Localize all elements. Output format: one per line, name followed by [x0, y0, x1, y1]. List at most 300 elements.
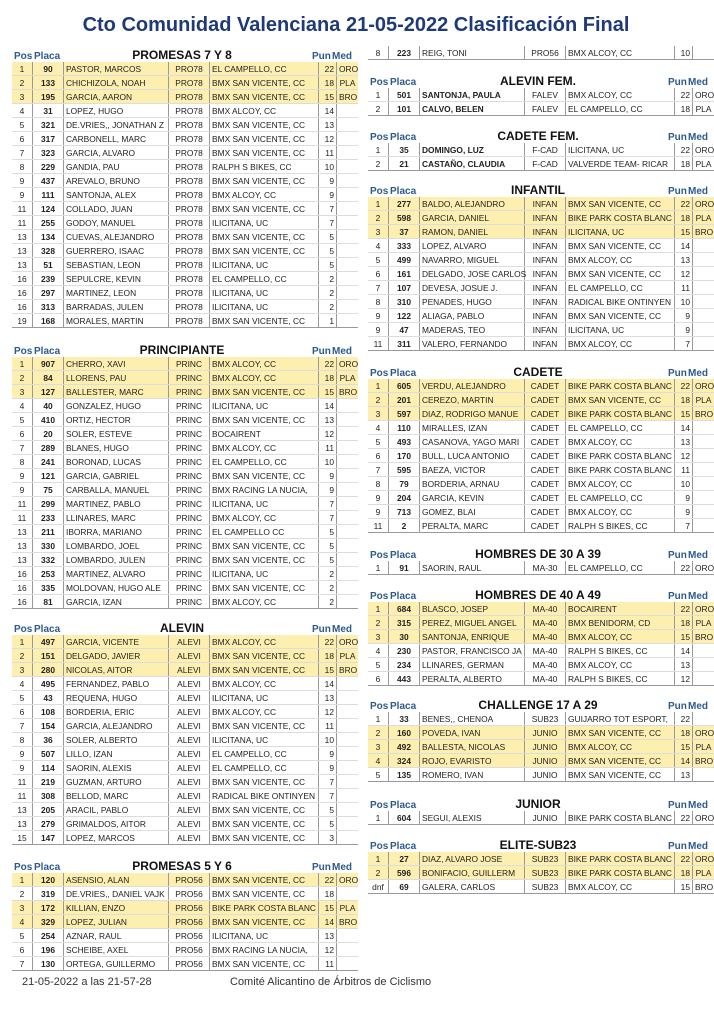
- club-cell: BMX ALCOY, CC: [566, 658, 675, 672]
- club-cell: BMX ALCOY, CC: [566, 88, 675, 102]
- table-row: [12, 174, 358, 188]
- rider-name-cell: POVEDA, IVAN: [420, 726, 525, 740]
- medal-cell: [337, 104, 359, 118]
- club-cell: ILICITANA, UC: [210, 258, 319, 272]
- pos-header: Pos: [14, 346, 33, 357]
- medal-cell: [693, 477, 714, 491]
- club-cell: BMX ALCOY, CC: [566, 505, 675, 519]
- club-cell: BMX SAN VICENTE, CC: [566, 726, 675, 740]
- category-cell: PRO78: [169, 272, 210, 286]
- club-cell: BMX SAN VICENTE, CC: [210, 803, 319, 817]
- rider-name-cell: CALVO, BELEN: [420, 102, 525, 116]
- med-header: Med: [688, 591, 708, 602]
- position-cell: 11: [12, 511, 33, 525]
- club-cell: BMX ALCOY, CC: [566, 740, 675, 754]
- position-cell: 2: [12, 649, 33, 663]
- section-alevin: [12, 621, 359, 845]
- table-row: [12, 957, 358, 971]
- plate-cell: 36: [33, 733, 64, 747]
- pun-header: Pun: [668, 132, 687, 143]
- section-header: [368, 547, 710, 561]
- club-cell: BMX ALCOY, CC: [210, 511, 319, 525]
- category-cell: PRINC: [169, 441, 210, 455]
- plate-cell: 595: [389, 463, 420, 477]
- plate-cell: 323: [33, 146, 64, 160]
- medal-cell: BRO: [337, 663, 359, 677]
- category-cell: ALEVI: [169, 817, 210, 831]
- club-cell: BMX ALCOY, CC: [566, 880, 675, 894]
- club-cell: BMX SAN VICENTE, CC: [210, 719, 319, 733]
- medal-cell: [693, 309, 714, 323]
- points-cell: 22: [675, 712, 693, 726]
- points-cell: 14: [319, 399, 337, 413]
- category-cell: INFAN: [525, 337, 566, 351]
- points-cell: 10: [675, 295, 693, 309]
- rider-name-cell: LOMBARDO, JOEL: [64, 539, 169, 553]
- table-row: [368, 852, 714, 866]
- position-cell: 5: [12, 413, 33, 427]
- category-cell: ALEVI: [169, 789, 210, 803]
- table-row: [368, 754, 714, 768]
- club-cell: BMX SAN VICENTE, CC: [566, 393, 675, 407]
- points-cell: 22: [675, 88, 693, 102]
- table-row: [12, 803, 358, 817]
- medal-cell: PLA: [693, 102, 714, 116]
- points-cell: 9: [319, 761, 337, 775]
- points-cell: 9: [675, 323, 693, 337]
- category-cell: PRO78: [169, 258, 210, 272]
- position-cell: 16: [12, 595, 33, 609]
- position-cell: 1: [12, 635, 33, 649]
- points-cell: 15: [675, 407, 693, 421]
- club-cell: BOCAIRENT: [210, 427, 319, 441]
- plate-cell: 289: [33, 441, 64, 455]
- plate-cell: 223: [389, 46, 420, 60]
- medal-cell: [337, 272, 359, 286]
- pos-header: Pos: [370, 132, 389, 143]
- position-cell: 8: [12, 160, 33, 174]
- category-cell: CADET: [525, 491, 566, 505]
- rider-name-cell: VERDU, ALEJANDRO: [420, 379, 525, 393]
- position-cell: 7: [368, 463, 389, 477]
- position-cell: 1: [12, 357, 33, 371]
- points-cell: 9: [319, 747, 337, 761]
- medal-cell: [337, 957, 359, 971]
- rider-name-cell: VALERO, FERNANDO: [420, 337, 525, 351]
- category-cell: PRINC: [169, 595, 210, 609]
- category-cell: PRO78: [169, 160, 210, 174]
- category-cell: INFAN: [525, 239, 566, 253]
- plate-cell: 335: [33, 581, 64, 595]
- category-cell: PRO78: [169, 188, 210, 202]
- pos-header: Pos: [370, 186, 389, 197]
- position-cell: 4: [368, 421, 389, 435]
- points-cell: 7: [319, 497, 337, 511]
- results-table: [12, 62, 358, 328]
- rider-name-cell: REIG, TONI: [420, 46, 525, 60]
- rider-name-cell: GOMEZ, BLAI: [420, 505, 525, 519]
- points-cell: 7: [675, 337, 693, 351]
- rider-name-cell: NAVARRO, MIGUEL: [420, 253, 525, 267]
- medal-cell: [337, 511, 359, 525]
- table-row: [12, 188, 358, 202]
- club-cell: EL CAMPELLO, CC: [566, 421, 675, 435]
- points-cell: 18: [675, 157, 693, 171]
- rider-name-cell: LOMBARDO, JULEN: [64, 553, 169, 567]
- plate-cell: 495: [33, 677, 64, 691]
- plate-cell: 40: [33, 399, 64, 413]
- rider-name-cell: BORONAD, LUCAS: [64, 455, 169, 469]
- plate-cell: 107: [389, 281, 420, 295]
- results-table: [12, 357, 358, 609]
- category-cell: PRO78: [169, 216, 210, 230]
- points-cell: 10: [319, 160, 337, 174]
- points-cell: 9: [319, 469, 337, 483]
- plate-cell: 437: [33, 174, 64, 188]
- medal-cell: ORO: [337, 873, 359, 887]
- rider-name-cell: BULL, LUCA ANTONIO: [420, 449, 525, 463]
- table-row: [12, 831, 358, 845]
- section-header: [12, 48, 354, 62]
- section-promesas-5-6-continued: [368, 46, 710, 60]
- table-row: [12, 314, 358, 328]
- rider-name-cell: KILLIAN, ENZO: [64, 901, 169, 915]
- position-cell: 4: [368, 239, 389, 253]
- rider-name-cell: MIRALLES, IZAN: [420, 421, 525, 435]
- plate-cell: 196: [33, 943, 64, 957]
- table-row: [368, 337, 714, 351]
- plate-cell: 299: [33, 497, 64, 511]
- table-row: [12, 943, 358, 957]
- category-cell: JUNIO: [525, 768, 566, 782]
- plate-cell: 21: [389, 157, 420, 171]
- section-header: [368, 797, 710, 811]
- table-row: [12, 202, 358, 216]
- club-cell: ILICITANA, UC: [210, 929, 319, 943]
- club-cell: EL CAMPELLO, CC: [566, 561, 675, 575]
- rider-name-cell: DIAZ, ALVARO JOSE: [420, 852, 525, 866]
- plate-cell: 253: [33, 567, 64, 581]
- medal-cell: [337, 216, 359, 230]
- plate-cell: 604: [389, 811, 420, 825]
- medal-cell: [337, 132, 359, 146]
- club-cell: ILICITANA, UC: [210, 216, 319, 230]
- table-row: [12, 497, 358, 511]
- rider-name-cell: DEVESA, JOSUE J.: [420, 281, 525, 295]
- plate-cell: 195: [33, 90, 64, 104]
- pun-header: Pun: [668, 77, 687, 88]
- points-cell: 18: [675, 726, 693, 740]
- club-cell: BMX SAN VICENTE, CC: [210, 873, 319, 887]
- category-cell: FALEV: [525, 88, 566, 102]
- points-cell: 5: [319, 258, 337, 272]
- club-cell: BMX RACING LA NUCIA,: [210, 483, 319, 497]
- medal-cell: ORO: [337, 635, 359, 649]
- club-cell: ILICITANA, UC: [210, 567, 319, 581]
- section-title: PROMESAS 7 Y 8: [132, 48, 232, 62]
- club-cell: BMX ALCOY, CC: [566, 46, 675, 60]
- points-cell: 22: [319, 62, 337, 76]
- plate-cell: 410: [33, 413, 64, 427]
- club-cell: BMX ALCOY, CC: [210, 357, 319, 371]
- plate-cell: 33: [389, 712, 420, 726]
- plate-cell: 315: [389, 616, 420, 630]
- medal-cell: [337, 747, 359, 761]
- medal-cell: [693, 449, 714, 463]
- position-cell: 11: [368, 337, 389, 351]
- points-cell: 10: [675, 46, 693, 60]
- category-cell: PRO78: [169, 230, 210, 244]
- table-row: [12, 357, 358, 371]
- club-cell: BMX SAN VICENTE, CC: [566, 754, 675, 768]
- plate-cell: 147: [33, 831, 64, 845]
- points-cell: 15: [675, 880, 693, 894]
- club-cell: EL CAMPELLO, CC: [210, 62, 319, 76]
- points-cell: 22: [675, 143, 693, 157]
- category-cell: PRINC: [169, 413, 210, 427]
- rider-name-cell: BALDO, ALEJANDRO: [420, 197, 525, 211]
- club-cell: BMX SAN VICENTE, CC: [210, 775, 319, 789]
- table-row: [368, 393, 714, 407]
- position-cell: 2: [368, 616, 389, 630]
- medal-cell: [337, 427, 359, 441]
- rider-name-cell: DIAZ, RODRIGO MANUE: [420, 407, 525, 421]
- points-cell: 18: [675, 211, 693, 225]
- category-cell: MA-40: [525, 672, 566, 686]
- category-cell: MA-30: [525, 561, 566, 575]
- category-cell: PRINC: [169, 427, 210, 441]
- club-cell: BMX SAN VICENTE, CC: [566, 197, 675, 211]
- rider-name-cell: CHERRO, XAVI: [64, 357, 169, 371]
- category-cell: CADET: [525, 519, 566, 533]
- position-cell: 5: [368, 768, 389, 782]
- table-row: [368, 309, 714, 323]
- club-cell: BMX SAN VICENTE, CC: [210, 118, 319, 132]
- table-row: [12, 789, 358, 803]
- results-table: [368, 46, 714, 60]
- rider-name-cell: ORTEGA, GUILLERMO: [64, 957, 169, 971]
- category-cell: CADET: [525, 379, 566, 393]
- position-cell: 2: [368, 211, 389, 225]
- category-cell: PRINC: [169, 497, 210, 511]
- rider-name-cell: REQUENA, HUGO: [64, 691, 169, 705]
- plate-cell: 308: [33, 789, 64, 803]
- table-row: [368, 602, 714, 616]
- medal-cell: [693, 421, 714, 435]
- position-cell: 8: [12, 455, 33, 469]
- medal-cell: BRO: [337, 90, 359, 104]
- category-cell: MA-40: [525, 630, 566, 644]
- med-header: Med: [332, 346, 352, 357]
- club-cell: BMX ALCOY, CC: [210, 705, 319, 719]
- position-cell: 9: [12, 761, 33, 775]
- position-cell: 5: [368, 658, 389, 672]
- section-title: ALEVIN: [159, 621, 204, 635]
- plate-cell: 241: [33, 455, 64, 469]
- table-row: [12, 719, 358, 733]
- medal-cell: [337, 258, 359, 272]
- rider-name-cell: GARCIA, GABRIEL: [64, 469, 169, 483]
- rider-name-cell: IBORRA, MARIANO: [64, 525, 169, 539]
- med-header: Med: [688, 800, 708, 811]
- club-cell: BMX SAN VICENTE, CC: [210, 132, 319, 146]
- table-row: [12, 469, 358, 483]
- section-alevin-fem: [368, 74, 714, 116]
- medal-cell: [337, 286, 359, 300]
- rider-name-cell: GARCIA, AARON: [64, 90, 169, 104]
- position-cell: 9: [12, 483, 33, 497]
- plate-cell: 311: [389, 337, 420, 351]
- club-cell: BIKE PARK COSTA BLANC: [566, 211, 675, 225]
- points-cell: 5: [319, 803, 337, 817]
- rider-name-cell: SAORIN, RAUL: [420, 561, 525, 575]
- plate-cell: 69: [389, 880, 420, 894]
- table-row: [12, 705, 358, 719]
- category-cell: ALEVI: [169, 775, 210, 789]
- medal-cell: ORO: [693, 88, 714, 102]
- category-cell: PRINC: [169, 567, 210, 581]
- category-cell: F-CAD: [525, 157, 566, 171]
- rider-name-cell: SANTONJA, ALEX: [64, 188, 169, 202]
- section-principiante: [12, 343, 359, 609]
- position-cell: 11: [12, 789, 33, 803]
- club-cell: BMX SAN VICENTE, CC: [210, 174, 319, 188]
- table-row: [12, 385, 358, 399]
- rider-name-cell: LLINARES, GERMAN: [420, 658, 525, 672]
- club-cell: ILICITANA, UC: [566, 225, 675, 239]
- position-cell: 7: [12, 146, 33, 160]
- table-row: [12, 413, 358, 427]
- plate-cell: 492: [389, 740, 420, 754]
- club-cell: BMX ALCOY, CC: [210, 595, 319, 609]
- position-cell: 13: [12, 553, 33, 567]
- club-cell: BMX SAN VICENTE, CC: [210, 887, 319, 901]
- position-cell: 13: [12, 803, 33, 817]
- table-row: [12, 901, 358, 915]
- category-cell: ALEVI: [169, 677, 210, 691]
- med-header: Med: [688, 701, 708, 712]
- table-row: [12, 539, 358, 553]
- plate-cell: 713: [389, 505, 420, 519]
- med-header: Med: [688, 77, 708, 88]
- position-cell: 5: [12, 691, 33, 705]
- rider-name-cell: GALERA, CARLOS: [420, 880, 525, 894]
- club-cell: BMX SAN VICENTE, CC: [210, 469, 319, 483]
- medal-cell: [337, 146, 359, 160]
- placa-header: Placa: [390, 368, 417, 379]
- medal-cell: [337, 943, 359, 957]
- pun-header: Pun: [668, 591, 687, 602]
- table-row: [12, 300, 358, 314]
- position-cell: 9: [12, 469, 33, 483]
- medal-cell: [337, 244, 359, 258]
- points-cell: 10: [319, 455, 337, 469]
- club-cell: BMX SAN VICENTE, CC: [566, 267, 675, 281]
- rider-name-cell: SOLER, ESTEVE: [64, 427, 169, 441]
- position-cell: 3: [368, 225, 389, 239]
- club-cell: RADICAL BIKE ONTINYEN: [566, 295, 675, 309]
- table-row: [12, 132, 358, 146]
- club-cell: BMX SAN VICENTE, CC: [566, 309, 675, 323]
- category-cell: PRO78: [169, 202, 210, 216]
- table-row: [368, 323, 714, 337]
- rider-name-cell: DELGADO, JAVIER: [64, 649, 169, 663]
- plate-cell: 134: [33, 230, 64, 244]
- club-cell: BMX SAN VICENTE, CC: [210, 202, 319, 216]
- category-cell: PRO56: [169, 901, 210, 915]
- rider-name-cell: ROJO, EVARISTO: [420, 754, 525, 768]
- medal-cell: [337, 188, 359, 202]
- plate-cell: 133: [33, 76, 64, 90]
- table-row: [12, 399, 358, 413]
- points-cell: 7: [319, 775, 337, 789]
- category-cell: PRO56: [169, 957, 210, 971]
- section-cadete-fem: [368, 129, 714, 171]
- points-cell: 18: [675, 393, 693, 407]
- section-cadete: [368, 365, 714, 533]
- position-cell: 9: [368, 323, 389, 337]
- club-cell: ILICITANA, UC: [210, 399, 319, 413]
- position-cell: 11: [12, 775, 33, 789]
- category-cell: MA-40: [525, 644, 566, 658]
- club-cell: BMX ALCOY, CC: [566, 477, 675, 491]
- position-cell: 2: [12, 887, 33, 901]
- rider-name-cell: CARBONELL, MARC: [64, 132, 169, 146]
- club-cell: BMX RACING LA NUCIA,: [210, 943, 319, 957]
- medal-cell: [337, 160, 359, 174]
- medal-cell: ORO: [337, 62, 359, 76]
- table-row: [368, 46, 714, 60]
- plate-cell: 204: [389, 491, 420, 505]
- points-cell: 15: [675, 225, 693, 239]
- results-table: [368, 852, 714, 894]
- table-row: [12, 733, 358, 747]
- club-cell: BMX ALCOY, CC: [566, 435, 675, 449]
- rider-name-cell: CARBALLA, MANUEL: [64, 483, 169, 497]
- points-cell: 13: [319, 691, 337, 705]
- plate-cell: 37: [389, 225, 420, 239]
- points-cell: 11: [675, 281, 693, 295]
- table-row: [12, 62, 358, 76]
- club-cell: BMX SAN VICENTE, CC: [210, 957, 319, 971]
- category-cell: CADET: [525, 505, 566, 519]
- category-cell: PRINC: [169, 469, 210, 483]
- club-cell: BMX SAN VICENTE, CC: [210, 553, 319, 567]
- medal-cell: [337, 399, 359, 413]
- club-cell: BMX SAN VICENTE, CC: [210, 314, 319, 328]
- pos-header: Pos: [14, 862, 33, 873]
- category-cell: ALEVI: [169, 831, 210, 845]
- category-cell: INFAN: [525, 295, 566, 309]
- plate-cell: 310: [389, 295, 420, 309]
- rider-name-cell: PENADES, HUGO: [420, 295, 525, 309]
- club-cell: ILICITANA, UC: [566, 323, 675, 337]
- points-cell: 15: [319, 90, 337, 104]
- club-cell: ILICITANA, UC: [210, 497, 319, 511]
- category-cell: ALEVI: [169, 635, 210, 649]
- table-row: [12, 104, 358, 118]
- results-table: [368, 197, 714, 351]
- position-cell: dnf: [368, 880, 389, 894]
- club-cell: BMX ALCOY, CC: [566, 337, 675, 351]
- plate-cell: 507: [33, 747, 64, 761]
- category-cell: CADET: [525, 449, 566, 463]
- plate-cell: 319: [33, 887, 64, 901]
- table-row: [12, 567, 358, 581]
- points-cell: 14: [675, 754, 693, 768]
- plate-cell: 329: [33, 915, 64, 929]
- points-cell: 15: [675, 740, 693, 754]
